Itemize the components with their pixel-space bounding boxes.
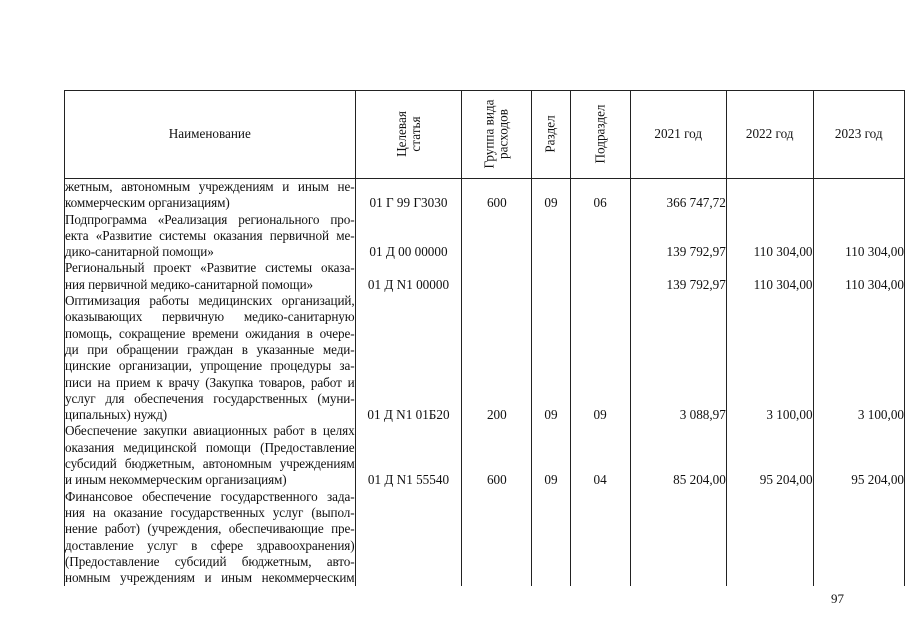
row-amount-2023: 110 304,00 bbox=[813, 260, 904, 293]
row-name-line: нение работ) (учреждения, обеспечивающие пре- bbox=[65, 521, 355, 537]
row-amount-2023: 110 304,00 bbox=[813, 212, 904, 261]
row-subsection bbox=[570, 212, 630, 261]
row-name-line: Региональный проект «Развитие системы оказа- bbox=[65, 260, 355, 276]
row-section: 09 bbox=[532, 293, 570, 423]
header-name: Наименование bbox=[65, 91, 356, 179]
row-amount-2022: 95 204,00 bbox=[726, 423, 813, 488]
row-target-code: 01 Д N1 00000 bbox=[355, 260, 462, 293]
row-target-code: 01 Д 00 00000 bbox=[355, 212, 462, 261]
header-target-line1: Целевая bbox=[393, 110, 409, 157]
header-subsection bbox=[570, 91, 630, 179]
row-name bbox=[65, 260, 356, 293]
row-name-line: и иным некоммерческим организациям) bbox=[65, 472, 287, 488]
table-row bbox=[65, 179, 905, 212]
row-name-line: (Предоставление субсидий бюджетным, авто- bbox=[65, 553, 355, 569]
row-subsection bbox=[570, 260, 630, 293]
row-amount-2022 bbox=[726, 489, 813, 587]
table-row bbox=[65, 423, 905, 488]
row-name-line: Подпрограмма «Реализация регионального про- bbox=[65, 211, 355, 227]
row-name-line: Оптимизация работы медицинских организаций, bbox=[65, 293, 355, 309]
row-name-line: Обеспечение закупки авиационных работ в целях bbox=[65, 423, 355, 439]
row-name bbox=[65, 489, 356, 587]
header-row bbox=[65, 91, 905, 179]
table-row bbox=[65, 293, 905, 423]
row-name-line: субсидий бюджетным, автономным учреждениям bbox=[65, 456, 355, 472]
row-target-code: 01 Д N1 01Б20 bbox=[355, 293, 462, 423]
row-subsection bbox=[570, 489, 630, 587]
row-amount-2022: 3 100,00 bbox=[726, 293, 813, 423]
row-section bbox=[532, 489, 570, 587]
row-name-line: Финансовое обеспечение государственного зада- bbox=[65, 488, 355, 504]
row-expense-group bbox=[462, 212, 532, 261]
budget-table bbox=[64, 90, 905, 586]
row-name-line: ния на оказание государственных услуг (выпол- bbox=[65, 504, 355, 520]
table-row bbox=[65, 212, 905, 261]
row-amount-2021: 139 792,97 bbox=[630, 212, 726, 261]
row-expense-group bbox=[462, 489, 532, 587]
row-name-line: номным учреждениям и иным некоммерческим bbox=[65, 570, 355, 586]
row-name-line: коммерческим организациям) bbox=[65, 195, 230, 211]
header-group bbox=[462, 91, 532, 179]
row-section: 09 bbox=[532, 423, 570, 488]
row-subsection: 09 bbox=[570, 293, 630, 423]
row-name bbox=[65, 212, 356, 261]
row-target-code bbox=[355, 489, 462, 587]
row-name-line: доставление услуг в сфере здравоохранения) bbox=[65, 537, 355, 553]
row-amount-2022 bbox=[726, 179, 813, 212]
row-expense-group: 200 bbox=[462, 293, 532, 423]
row-expense-group bbox=[462, 260, 532, 293]
row-name-line: жетным, автономным учреждениям и иным не- bbox=[65, 179, 355, 194]
row-name bbox=[65, 423, 356, 488]
header-group-line1: Группа вида bbox=[481, 99, 497, 169]
header-section bbox=[532, 91, 570, 179]
row-expense-group: 600 bbox=[462, 179, 532, 212]
header-subsection-label: Подраздел bbox=[592, 104, 608, 164]
row-name-line: екта «Развитие системы оказания первичной ме- bbox=[65, 227, 355, 243]
row-section bbox=[532, 212, 570, 261]
header-section-label: Раздел bbox=[542, 115, 558, 153]
row-amount-2022: 110 304,00 bbox=[726, 260, 813, 293]
row-section bbox=[532, 260, 570, 293]
header-2022: 2022 год bbox=[726, 91, 813, 179]
table-body bbox=[65, 179, 905, 587]
row-name bbox=[65, 293, 356, 423]
row-amount-2021: 3 088,97 bbox=[630, 293, 726, 423]
header-target-line2: статья bbox=[407, 116, 423, 152]
row-target-code: 01 Д N1 55540 bbox=[355, 423, 462, 488]
row-expense-group: 600 bbox=[462, 423, 532, 488]
row-section: 09 bbox=[532, 179, 570, 212]
row-name-line: помощь, сокращение времени ожидания в очере- bbox=[65, 325, 355, 341]
row-name-line: ципальных) нужд) bbox=[65, 407, 168, 423]
row-amount-2023 bbox=[813, 179, 904, 212]
page-number: 97 bbox=[831, 591, 844, 606]
header-target bbox=[355, 91, 462, 179]
row-name-line: услуг для обеспечения государственных (муни- bbox=[65, 390, 355, 406]
row-amount-2023 bbox=[813, 489, 904, 587]
row-name-line: оказывающих первичную медико-санитарную bbox=[65, 309, 355, 325]
row-name-line: писи на прием к врачу (Закупка товаров, работ и bbox=[65, 374, 355, 390]
row-name-line: ния первичной медико-санитарной помощи» bbox=[65, 276, 314, 292]
row-amount-2021: 139 792,97 bbox=[630, 260, 726, 293]
row-name-line: оказания медицинской помощи (Предоставление bbox=[65, 439, 355, 455]
header-group-line2: расходов bbox=[495, 108, 511, 159]
table-row bbox=[65, 489, 905, 587]
row-name-line: ди при обращении граждан в указанные меди- bbox=[65, 341, 355, 357]
row-name-line: дико-санитарной помощи» bbox=[65, 244, 214, 260]
row-subsection: 04 bbox=[570, 423, 630, 488]
header-2021: 2021 год bbox=[630, 91, 726, 179]
table-row bbox=[65, 260, 905, 293]
row-name-line: цинские организации, упрощение процедуры за- bbox=[65, 358, 355, 374]
row-amount-2021: 85 204,00 bbox=[630, 423, 726, 488]
row-amount-2021 bbox=[630, 489, 726, 587]
row-amount-2021: 366 747,72 bbox=[630, 179, 726, 212]
row-target-code: 01 Г 99 Г3030 bbox=[355, 179, 462, 212]
row-amount-2023: 95 204,00 bbox=[813, 423, 904, 488]
row-name bbox=[65, 179, 356, 212]
header-2023: 2023 год bbox=[813, 91, 904, 179]
row-subsection: 06 bbox=[570, 179, 630, 212]
row-amount-2023: 3 100,00 bbox=[813, 293, 904, 423]
row-amount-2022: 110 304,00 bbox=[726, 212, 813, 261]
